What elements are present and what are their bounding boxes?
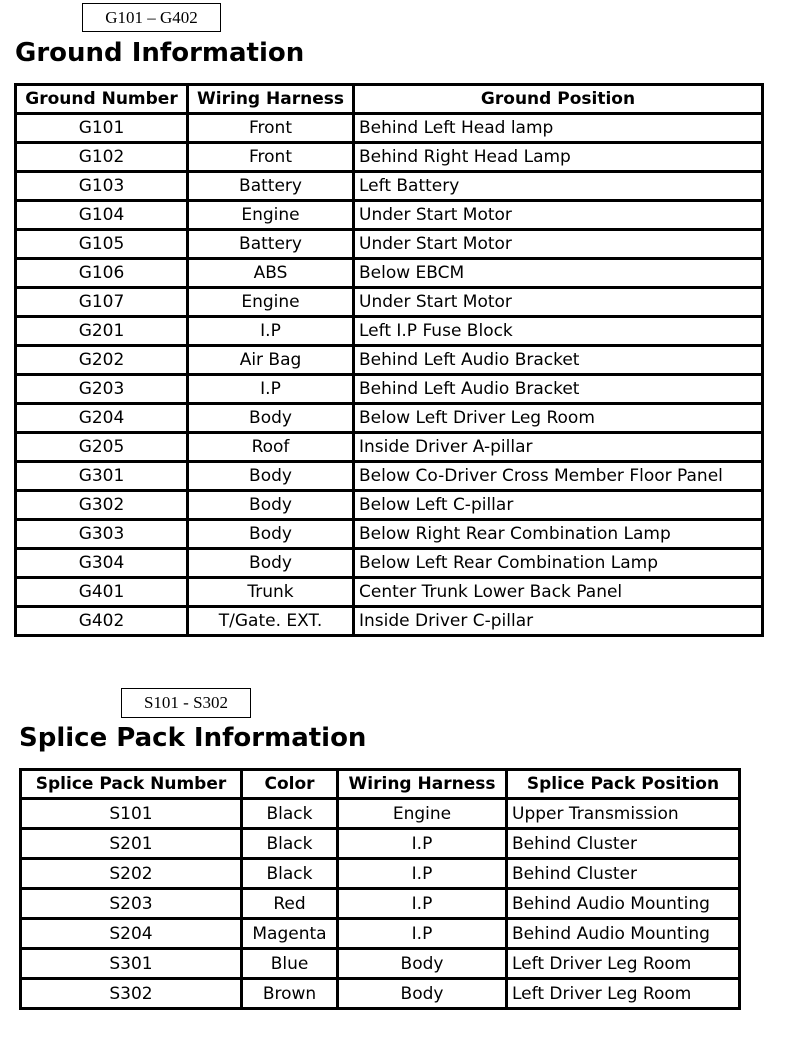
table-cell: Below Right Rear Combination Lamp [354, 520, 763, 549]
table-cell: G105 [16, 230, 188, 259]
table-cell: G202 [16, 346, 188, 375]
table-cell: Body [188, 404, 354, 433]
table-row [21, 919, 740, 949]
table-cell: I.P [188, 375, 354, 404]
table-cell: S101 [21, 799, 242, 829]
table-row [16, 491, 763, 520]
table-cell: Brown [242, 979, 338, 1009]
table-cell: G104 [16, 201, 188, 230]
table-cell: Under Start Motor [354, 230, 763, 259]
table-cell: Under Start Motor [354, 201, 763, 230]
header-ground-number: Ground Number [16, 85, 188, 114]
table-row [16, 114, 763, 143]
table-cell: Left Driver Leg Room [507, 949, 740, 979]
table-row [21, 829, 740, 859]
header-ground-position: Ground Position [354, 85, 763, 114]
ground-range-label: G101 – G402 [82, 3, 221, 32]
table-cell: Blue [242, 949, 338, 979]
table-row [16, 230, 763, 259]
table-row [21, 859, 740, 889]
table-cell: Behind Left Audio Bracket [354, 346, 763, 375]
table-cell: G301 [16, 462, 188, 491]
table-cell: S302 [21, 979, 242, 1009]
table-cell: G201 [16, 317, 188, 346]
table-cell: G401 [16, 578, 188, 607]
table-cell: G103 [16, 172, 188, 201]
table-cell: G402 [16, 607, 188, 636]
table-cell: Roof [188, 433, 354, 462]
table-cell: G101 [16, 114, 188, 143]
table-cell: S203 [21, 889, 242, 919]
table-cell: Engine [338, 799, 507, 829]
table-cell: Battery [188, 172, 354, 201]
table-cell: G204 [16, 404, 188, 433]
table-cell: I.P [338, 829, 507, 859]
table-cell: G107 [16, 288, 188, 317]
splice-range-label: S101 - S302 [121, 688, 251, 718]
header-splice-pack-number: Splice Pack Number [21, 770, 242, 799]
table-cell: Body [188, 549, 354, 578]
table-cell: Engine [188, 288, 354, 317]
table-cell: Body [338, 949, 507, 979]
table-cell: Below Left C-pillar [354, 491, 763, 520]
splice-table [19, 768, 741, 1010]
table-row [21, 799, 740, 829]
table-cell: G205 [16, 433, 188, 462]
table-cell: G302 [16, 491, 188, 520]
table-row [16, 578, 763, 607]
table-row [16, 346, 763, 375]
table-cell: Black [242, 799, 338, 829]
table-cell: G303 [16, 520, 188, 549]
table-cell: Left Driver Leg Room [507, 979, 740, 1009]
table-cell: Behind Left Head lamp [354, 114, 763, 143]
table-cell: G304 [16, 549, 188, 578]
table-row [16, 462, 763, 491]
table-cell: Below Left Rear Combination Lamp [354, 549, 763, 578]
table-cell: Magenta [242, 919, 338, 949]
table-cell: S301 [21, 949, 242, 979]
table-cell: Front [188, 143, 354, 172]
table-row [21, 979, 740, 1009]
table-cell: I.P [338, 919, 507, 949]
table-cell: Body [338, 979, 507, 1009]
table-cell: Under Start Motor [354, 288, 763, 317]
table-cell: Behind Audio Mounting [507, 919, 740, 949]
table-row [21, 949, 740, 979]
table-row [16, 404, 763, 433]
table-row [16, 172, 763, 201]
table-cell: G203 [16, 375, 188, 404]
ground-title: Ground Information [15, 38, 305, 68]
table-cell: Body [188, 462, 354, 491]
table-cell: G106 [16, 259, 188, 288]
header-wiring-harness: Wiring Harness [338, 770, 507, 799]
table-row [16, 259, 763, 288]
table-cell: Behind Left Audio Bracket [354, 375, 763, 404]
table-cell: Below EBCM [354, 259, 763, 288]
table-cell: Left I.P Fuse Block [354, 317, 763, 346]
table-cell: Black [242, 829, 338, 859]
table-cell: Black [242, 859, 338, 889]
table-row [16, 375, 763, 404]
table-cell: S204 [21, 919, 242, 949]
splice-title: Splice Pack Information [19, 723, 367, 753]
table-row [16, 288, 763, 317]
table-cell: Body [188, 520, 354, 549]
table-cell: Trunk [188, 578, 354, 607]
table-cell: Red [242, 889, 338, 919]
table-cell: Behind Right Head Lamp [354, 143, 763, 172]
table-cell: Below Co-Driver Cross Member Floor Panel [354, 462, 763, 491]
table-cell: Front [188, 114, 354, 143]
header-wiring-harness: Wiring Harness [188, 85, 354, 114]
table-cell: Left Battery [354, 172, 763, 201]
table-cell: I.P [338, 859, 507, 889]
table-cell: ABS [188, 259, 354, 288]
table-cell: Behind Audio Mounting [507, 889, 740, 919]
table-row [16, 549, 763, 578]
table-row [16, 143, 763, 172]
table-cell: Air Bag [188, 346, 354, 375]
table-cell: I.P [338, 889, 507, 919]
table-cell: S201 [21, 829, 242, 859]
table-cell: Behind Cluster [507, 829, 740, 859]
table-cell: G102 [16, 143, 188, 172]
table-row [16, 433, 763, 462]
table-cell: Inside Driver C-pillar [354, 607, 763, 636]
table-cell: Upper Transmission [507, 799, 740, 829]
table-cell: Below Left Driver Leg Room [354, 404, 763, 433]
table-cell: I.P [188, 317, 354, 346]
table-row [21, 889, 740, 919]
table-cell: Battery [188, 230, 354, 259]
table-row [16, 520, 763, 549]
table-cell: Behind Cluster [507, 859, 740, 889]
table-cell: Center Trunk Lower Back Panel [354, 578, 763, 607]
table-row [16, 607, 763, 636]
header-splice-pack-position: Splice Pack Position [507, 770, 740, 799]
table-cell: S202 [21, 859, 242, 889]
ground-table [14, 83, 764, 637]
table-cell: T/Gate. EXT. [188, 607, 354, 636]
table-cell: Inside Driver A-pillar [354, 433, 763, 462]
table-row [16, 201, 763, 230]
table-cell: Engine [188, 201, 354, 230]
table-row [16, 317, 763, 346]
table-cell: Body [188, 491, 354, 520]
header-color: Color [242, 770, 338, 799]
